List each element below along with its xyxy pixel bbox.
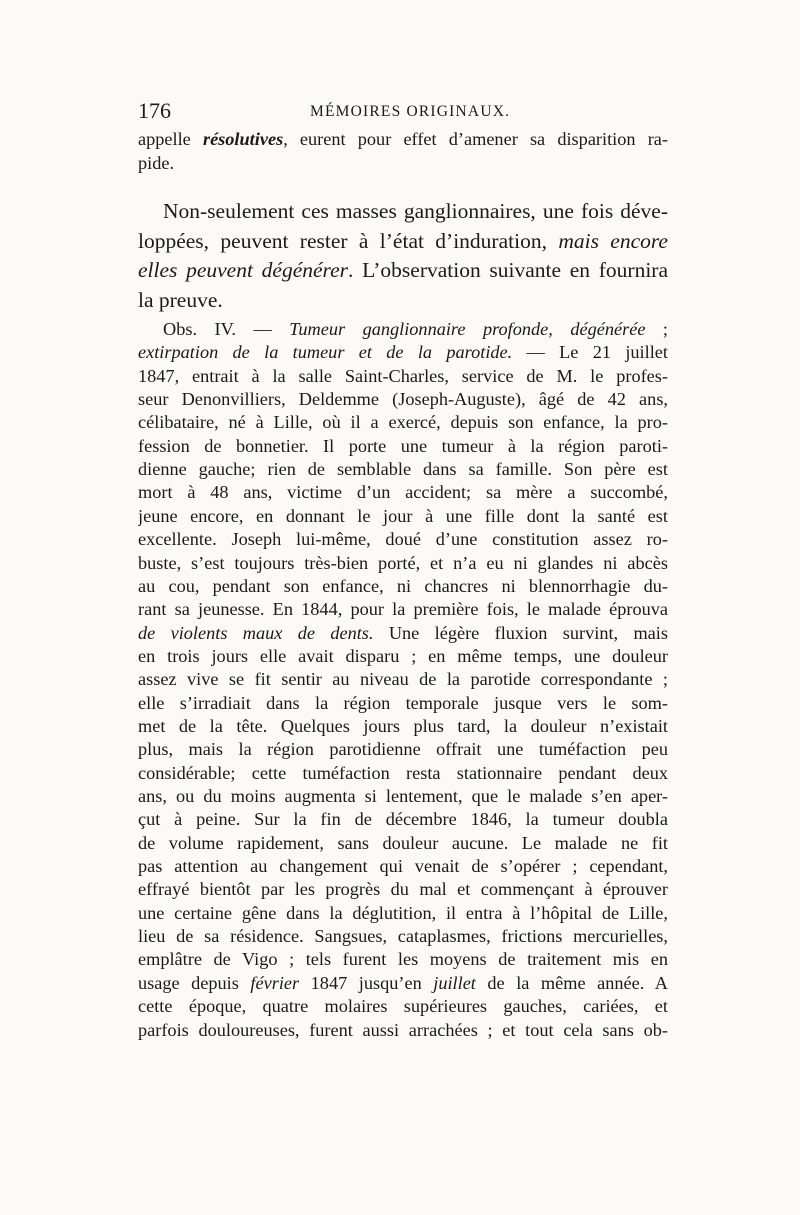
text-run: de la même année. A [475,972,668,993]
text-line [138,925,668,948]
text-run: 1847 jusqu’en [299,972,434,993]
text-run: excellente. Joseph lui-même, doué d’une constitution assez ro- [138,529,668,550]
text-line [138,388,668,411]
text-line [138,552,668,575]
text-run: Tumeur ganglionnaire profonde, dégénérée [289,319,646,339]
text-run: usage depuis [138,972,251,993]
text-run: pas attention au changement qui venait de s’opérer ; cependant, [138,856,668,877]
text-run: de volume rapidement, sans douleur aucune. Le malade ne fit [138,832,668,853]
text-run: cette époque, quatre molaires supérieures gauches, cariées, et [138,996,668,1017]
text-run: la preuve. [138,287,223,312]
text-run: ans, ou du moins augmenta si lentement, que le malade s’en aper- [138,786,668,806]
text-line [138,832,668,855]
text-run: assez vive se fit sentir au niveau de la parotide correspondante ; [138,669,668,690]
text-line [138,226,668,256]
text-line [138,435,668,458]
running-head [138,96,668,126]
text-run: rant sa jeunesse. En 1844, pour la première fois, le malade éprouva [138,599,668,620]
page-number: 176 [138,98,171,123]
text-run: mort à 48 ans, victime d’un accident; sa mère a succombé, [138,482,668,503]
text-line [138,972,668,995]
text-line [138,128,668,151]
text-line [138,598,668,621]
text-run: célibataire, né à Lille, où il a exercé, depuis son enfance, la pro- [138,412,668,433]
text-run: loppées, peuvent rester à l’état d’induration, [138,228,559,253]
text-line [138,528,668,551]
text-line [138,645,668,668]
text-line [138,902,668,925]
text-line [138,458,668,481]
text-line [138,196,668,226]
text-run: pide. [138,152,175,173]
text-run: jeune encore, en donnant le jour à une fille dont la santé est [138,505,668,526]
text-run: elle s’irradiait dans la région temporale jusque vers le som- [138,692,668,713]
text-run: effrayé bientôt par les progrès du mal et commençant à éprouver [138,879,668,900]
text-line [138,285,668,315]
text-run: . L’observation suivante en fournira [348,258,668,282]
text-run: dienne gauche; rien de semblable dans sa famille. Son père est [138,459,668,480]
text-run: seur Denonvilliers, Deldemme (Joseph-Auguste), âgé de 42 ans, [138,389,668,410]
text-line [138,318,668,341]
text-line [138,505,668,528]
text-run: Non-seulement ces masses ganglionnaires, une fois déve- [163,199,668,223]
text-run: — Le 21 juillet [512,342,668,363]
text-line [138,855,668,878]
text-line [138,808,668,831]
text-line [138,575,668,598]
text-line [138,762,668,785]
text-run: elles peuvent dégénérer [138,258,349,282]
text-run: extirpation de la tumeur et de la parotide. [138,342,513,363]
text-line [138,948,668,971]
text-run: mais encore [558,228,668,253]
text-run: plus, mais la région parotidienne offrait une tuméfaction peu [138,739,668,760]
text-line [138,622,668,645]
text-run: Une légère fluxion survint, mais [373,622,668,643]
text-run: fession de bonnetier. Il porte une tumeur à la région paroti- [138,435,668,456]
text-run: une certaine gêne dans la déglutition, il entra à l’hôpital de Lille, [138,902,668,923]
text-run: au cou, pendant son enfance, ni chancres ni blennorrhagie du- [138,575,668,596]
text-line [138,255,668,285]
text-line [138,715,668,738]
text-run: février [250,972,300,993]
text-run: de violents maux de dents. [138,622,374,643]
text-run: lieu de sa résidence. Sangsues, cataplasmes, frictions mercurielles, [138,926,668,947]
text-run: buste, s’est toujours très-bien porté, et n’a eu ni glandes ni abcès [138,552,668,573]
text-line [138,692,668,715]
text-run: parfois douloureuses, furent aussi arrachées ; et tout cela sans ob- [138,1019,668,1040]
text-line [138,668,668,691]
text-run: considérable; cette tuméfaction resta stationnaire pendant deux [138,762,668,783]
text-run: çut à peine. Sur la fin de décembre 1846, la tumeur doubla [138,809,668,830]
text-run: appelle [138,129,203,149]
text-line [138,785,668,808]
text-line [138,365,668,388]
text-run: résolutives [202,129,284,149]
text-line [138,1019,668,1042]
text-run: met de la tête. Quelques jours plus tard, la douleur n’existait [138,715,668,736]
running-title: MÉMOIRES ORIGINAUX. [310,103,511,120]
text-line [138,481,668,504]
text-line [138,411,668,434]
text-run: 1847, entrait à la salle Saint-Charles, service de M. le profes- [138,365,668,386]
text-run: emplâtre de Vigo ; tels furent les moyens de traitement mis en [138,949,668,970]
text-line [138,341,668,364]
text-run: ; [645,319,668,339]
text-line [138,995,668,1018]
text-run: juillet [433,972,476,993]
text-line [138,152,668,175]
text-run: , eurent pour effet d’amener sa disparition ra- [283,129,668,149]
text-run: en trois jours elle avait disparu ; en même temps, une douleur [138,645,668,666]
text-line [138,878,668,901]
text-line [138,738,668,761]
text-run: Obs. IV. — [163,319,290,339]
